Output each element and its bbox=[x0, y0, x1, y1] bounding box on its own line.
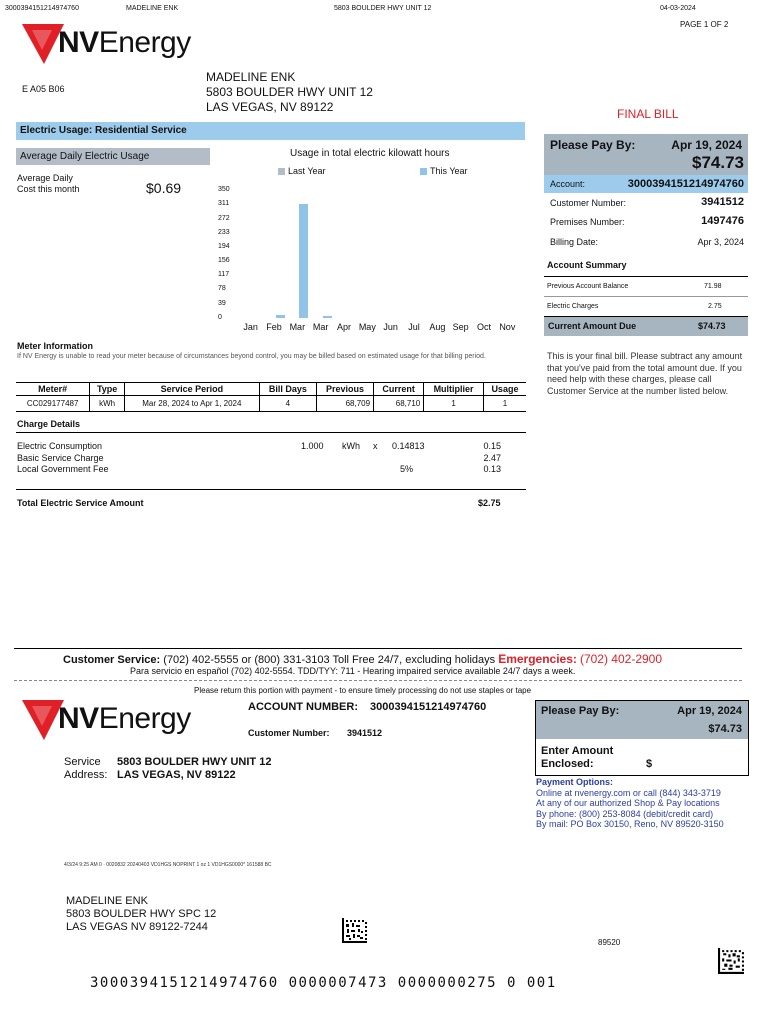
enter-amount-label bbox=[541, 745, 613, 771]
meter-header: Usage bbox=[483, 383, 526, 396]
charges-title: Charge Details bbox=[17, 419, 81, 429]
meter-cell: 68,709 bbox=[316, 396, 373, 412]
stub-service-label1: Service bbox=[64, 756, 101, 768]
mail-street: 5803 BOULDER HWY SPC 12 bbox=[66, 908, 217, 920]
summary-divider bbox=[544, 296, 748, 297]
mail-city: LAS VEGAS NV 89122-7244 bbox=[66, 921, 208, 933]
y-tick-label: 350 bbox=[218, 186, 230, 193]
top-name: MADELINE ENK bbox=[126, 5, 179, 12]
y-tick-label: 78 bbox=[218, 285, 226, 293]
top-address: 5803 BOULDER HWY UNIT 12 bbox=[334, 5, 432, 12]
charge-unit: kWh bbox=[342, 441, 360, 451]
meter-header: Type bbox=[90, 383, 125, 396]
x-tick-label: Sep bbox=[452, 322, 469, 332]
summary-prev-label: Previous Account Balance bbox=[547, 283, 629, 290]
payment-option: Online at nvenergy.com or call (844) 343-3719 bbox=[536, 787, 721, 798]
x-tick-label: May bbox=[358, 322, 376, 332]
charges-list bbox=[17, 441, 507, 476]
customer-address bbox=[206, 70, 373, 115]
pay-by-box bbox=[544, 134, 748, 175]
meter-header: Multiplier bbox=[424, 383, 484, 396]
customer-city: LAS VEGAS, NV 89122 bbox=[206, 100, 334, 114]
avg-cost-label bbox=[17, 173, 80, 195]
stub-service-label2: Address: bbox=[64, 769, 108, 781]
charge-amount: 2.47 bbox=[483, 452, 501, 463]
summary-charges-value: 2.75 bbox=[708, 303, 722, 310]
x-tick-label: Jun bbox=[383, 322, 398, 332]
meter-cell: 68,710 bbox=[374, 396, 424, 412]
cs-numbers: (702) 402-5555 or (800) 331-3103 Toll Free 24/7, excluding holidays bbox=[163, 654, 496, 666]
stub-pay-by-label: Please Pay By: bbox=[541, 705, 620, 717]
meter-note: If NV Energy is unable to read your meter because of circumstances beyond control, you may be billed based on estimated usage for that billing period. bbox=[17, 353, 486, 360]
y-tick-label: 39 bbox=[218, 299, 226, 307]
stub-amount: $74.73 bbox=[708, 723, 742, 735]
payment-option: At any of our authorized Shop & Pay locations bbox=[536, 798, 720, 808]
datamatrix-barcode-icon bbox=[342, 918, 367, 943]
meter-header: Previous bbox=[316, 383, 373, 396]
bar-this-year bbox=[299, 204, 308, 318]
charge-line bbox=[17, 453, 507, 465]
meter-cell: Mar 28, 2024 to Apr 1, 2024 bbox=[124, 396, 259, 412]
logo-energy: Energy bbox=[98, 702, 191, 735]
charge-amount: 0.13 bbox=[483, 464, 501, 474]
summary-divider bbox=[544, 276, 748, 277]
stub-service-street: 5803 BOULDER HWY UNIT 12 bbox=[117, 756, 272, 768]
legend-last-year bbox=[278, 166, 326, 176]
payment-option: By mail: PO Box 30150, Reno, NV 89520-3150 bbox=[536, 819, 724, 829]
customer-number-value: 3941512 bbox=[701, 196, 744, 208]
x-tick-label: Aug bbox=[429, 322, 446, 332]
avg-label-line1: Average Daily bbox=[17, 173, 73, 183]
enter-amount-line1: Enter Amount bbox=[541, 745, 614, 757]
emergencies-number: (702) 402-2900 bbox=[579, 652, 663, 666]
premises-value: 1497476 bbox=[701, 215, 744, 227]
customer-number-label: Customer Number: bbox=[550, 198, 627, 208]
premises-label: Premises Number: bbox=[550, 217, 625, 227]
charge-label: Electric Consumption bbox=[17, 441, 103, 451]
account-details bbox=[544, 193, 748, 255]
pay-by-date: Apr 19, 2024 bbox=[671, 138, 742, 152]
charge-rate: 5% bbox=[400, 464, 414, 474]
meter-cell: CC029177487 bbox=[26, 399, 79, 408]
billing-date-value: Apr 3, 2024 bbox=[697, 237, 744, 247]
payment-options bbox=[536, 777, 724, 830]
billing-date-label: Billing Date: bbox=[550, 237, 599, 247]
account-value: 3000394151214974760 bbox=[627, 178, 744, 190]
charge-label: Basic Service Charge bbox=[17, 452, 104, 463]
account-label: Account: bbox=[550, 179, 586, 189]
top-account-number: 3000394151214974760 bbox=[5, 5, 79, 12]
charge-qty: 1.000 bbox=[301, 441, 324, 451]
summary-prev-value: 71.98 bbox=[704, 283, 722, 290]
stub-service-label bbox=[64, 756, 107, 782]
avg-label-line2: Cost this month bbox=[17, 184, 80, 194]
bar-this-year bbox=[323, 316, 332, 318]
pay-amount: $74.73 bbox=[692, 153, 744, 172]
pay-by-label: Please Pay By: bbox=[550, 138, 636, 152]
meter-cell: 4 bbox=[259, 396, 316, 412]
customer-service-line bbox=[63, 652, 662, 666]
customer-street: 5803 BOULDER HWY UNIT 12 bbox=[206, 85, 373, 99]
stub-customer-value: 3941512 bbox=[347, 728, 383, 738]
y-tick-label: 311 bbox=[218, 200, 230, 208]
legend-this-year bbox=[420, 166, 468, 176]
nv-energy-logo bbox=[22, 22, 191, 64]
meter-header: Current bbox=[374, 383, 424, 396]
page-number: PAGE 1 OF 2 bbox=[680, 20, 729, 29]
emergencies-label: Emergencies: bbox=[498, 652, 577, 666]
tear-line bbox=[14, 680, 742, 681]
stub-pay-by-date: Apr 19, 2024 bbox=[677, 705, 742, 717]
stub-pay-box bbox=[535, 700, 749, 776]
stub-service-city: LAS VEGAS, NV 89122 bbox=[117, 769, 236, 781]
account-row bbox=[544, 175, 748, 193]
meter-cell: 1 bbox=[483, 396, 526, 412]
nv-energy-logo-stub bbox=[22, 698, 191, 740]
y-tick-label: 233 bbox=[218, 228, 230, 236]
chart-plot bbox=[242, 190, 522, 318]
payment-options-title: Payment Options: bbox=[536, 777, 614, 787]
customer-code: E A05 B06 bbox=[22, 84, 65, 94]
y-tick-label: 0 bbox=[218, 314, 222, 321]
stub-customer-label: Customer Number: bbox=[248, 728, 330, 738]
total-divider bbox=[16, 489, 526, 490]
y-tick-label: 117 bbox=[218, 271, 230, 279]
ocr-scan-line: 3000394151214974760 0000007473 0000000275 0 001 bbox=[90, 975, 557, 991]
top-date: 04-03-2024 bbox=[660, 5, 696, 12]
summary-charges-label: Electric Charges bbox=[547, 303, 599, 310]
legend-last-year-label: Last Year bbox=[288, 166, 326, 176]
current-due-label: Current Amount Due bbox=[548, 321, 637, 331]
datamatrix-barcode-icon bbox=[718, 948, 744, 974]
mail-name: MADELINE ENK bbox=[66, 895, 148, 907]
meter-header: Meter# bbox=[16, 383, 90, 396]
legend-this-year-label: This Year bbox=[430, 166, 468, 176]
chart-y-axis bbox=[218, 186, 238, 326]
service-divider bbox=[14, 648, 742, 649]
meter-title: Meter Information bbox=[17, 341, 94, 351]
bar-this-year bbox=[276, 315, 285, 318]
mailing-address bbox=[66, 895, 216, 934]
avg-cost-value: $0.69 bbox=[146, 180, 182, 196]
charge-label: Local Government Fee bbox=[17, 464, 109, 474]
cs-label: Customer Service: bbox=[63, 654, 161, 666]
charge-line bbox=[17, 464, 507, 476]
chart-x-axis bbox=[242, 322, 522, 334]
mail-tiny-code: 4/3/24 9:25 AM 0 · 0020832 20240403 VD1HGS NOPRINT 1 oz 1 VD1HGS0000* 161588 BC bbox=[64, 862, 272, 868]
x-tick-label: Apr bbox=[336, 322, 351, 332]
enter-amount-dollar: $ bbox=[646, 758, 653, 770]
usage-section-title: Electric Usage: Residential Service bbox=[16, 122, 525, 140]
total-label: Total Electric Service Amount bbox=[17, 498, 144, 508]
x-tick-label: Nov bbox=[499, 322, 516, 332]
x-tick-label: Jul bbox=[408, 322, 420, 332]
y-tick-label: 272 bbox=[218, 214, 230, 222]
logo-energy: Energy bbox=[98, 26, 191, 59]
x-tick-label: Feb bbox=[266, 322, 282, 332]
x-tick-label: Jan bbox=[243, 322, 258, 332]
payment-option: By phone: (800) 253-8084 (debit/credit card) bbox=[536, 808, 714, 819]
legend-swatch-gray bbox=[278, 168, 285, 175]
stub-account-label: ACCOUNT NUMBER: bbox=[248, 701, 358, 713]
y-tick-label: 156 bbox=[218, 256, 230, 264]
total-value: $2.75 bbox=[478, 498, 501, 508]
current-due-row bbox=[544, 316, 748, 336]
zip-code: 89520 bbox=[598, 938, 621, 947]
return-note: Please return this portion with payment - to ensure timely processing do not use staples or tape bbox=[194, 686, 532, 695]
x-tick-label: Mar bbox=[312, 322, 329, 332]
logo-nv: NV bbox=[58, 26, 99, 59]
avg-usage-title: Average Daily Electric Usage bbox=[16, 148, 210, 165]
legend-swatch-blue bbox=[420, 168, 427, 175]
charge-amount: 0.15 bbox=[483, 441, 501, 451]
meter-header: Service Period bbox=[124, 383, 259, 396]
final-bill-label: FINAL BILL bbox=[617, 107, 679, 121]
enter-amount-line2: Enclosed: bbox=[541, 758, 594, 770]
x-tick-label: Oct bbox=[476, 322, 491, 332]
charge-line bbox=[17, 441, 507, 453]
meter-header-row bbox=[16, 383, 526, 396]
current-due-value: $74.73 bbox=[698, 321, 726, 331]
meter-row bbox=[16, 396, 526, 412]
stub-account-value: 3000394151214974760 bbox=[370, 701, 487, 713]
meter-header: Bill Days bbox=[259, 383, 316, 396]
charge-times: x bbox=[373, 441, 378, 451]
meter-cell: kWh bbox=[90, 396, 125, 412]
logo-nv: NV bbox=[58, 702, 99, 735]
x-tick-label: Mar bbox=[289, 322, 306, 332]
meter-cell: 1 bbox=[424, 396, 484, 412]
chart-title: Usage in total electric kilowatt hours bbox=[290, 148, 450, 159]
y-tick-label: 194 bbox=[218, 243, 230, 251]
stub-pay-by-header bbox=[536, 701, 748, 739]
final-bill-note: This is your final bill. Please subtract any amount that you've paid from the total amount due. If you need help with these charges, please call Customer Service at the number listed below. bbox=[547, 351, 743, 396]
customer-name: MADELINE ENK bbox=[206, 70, 296, 84]
charge-rate: 0.14813 bbox=[392, 441, 425, 451]
stub-service-address bbox=[117, 756, 271, 782]
spanish-line: Para servicio en español (702) 402-5554. TDD/TYY: 711 - Hearing impaired service available 24/7 days a week. bbox=[130, 666, 576, 676]
charges-divider bbox=[16, 432, 526, 433]
meter-table bbox=[16, 382, 526, 412]
summary-title: Account Summary bbox=[547, 260, 627, 270]
